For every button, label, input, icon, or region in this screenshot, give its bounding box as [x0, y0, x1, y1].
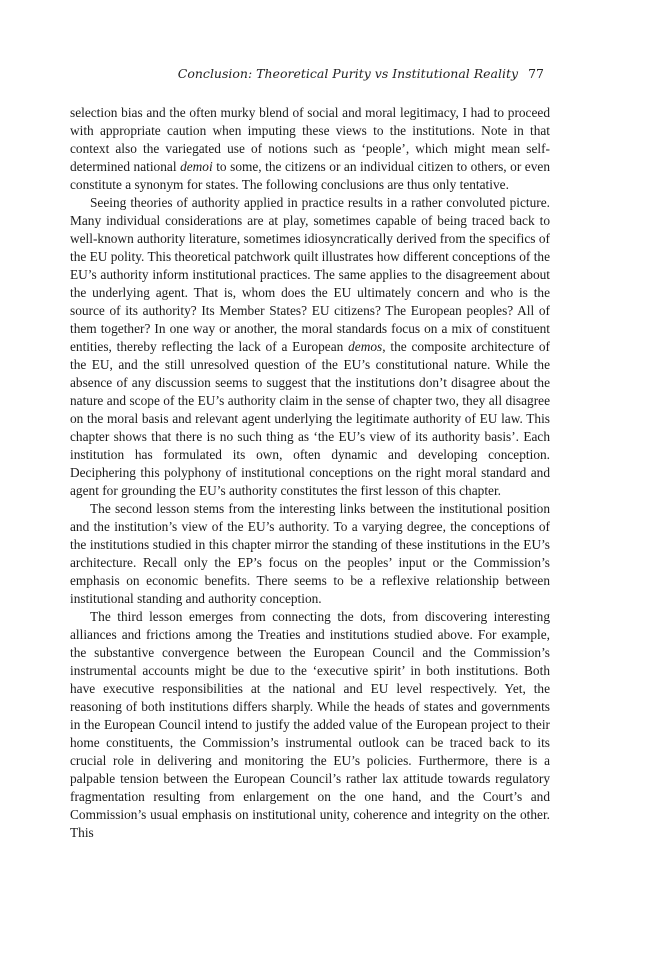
text-segment: to some, the citizens or an individual citizen to others, or even constitute a synonym for states. The following conclusions are thus only tentative.	[70, 159, 550, 192]
paragraph-3	[70, 500, 550, 608]
text-segment: Seeing theories of authority applied in practice results in a rather convoluted picture. Many individual considerations are at play, sometimes capable of being traced back to well-known authority literature, sometimes idiosyncratically derived from the specifics of the EU polity. This theoretical patchwork quilt illustrates how different conceptions of the EU’s authority inform institutional practices. The same applies to the disagreement about the underlying agent. That is, whom does the EU ultimately concern and who is the source of its authority? Its Member States? EU citizens? The European peoples? All of them together? In one way or another, the moral standards focus on a mix of constituent entities, thereby reflecting the lack of a European	[70, 195, 551, 354]
paragraph-4	[70, 608, 550, 842]
text-segment: , the composite architecture of the EU, and the still unresolved question of the EU’s constitutional nature. While the absence of any discussion seems to suggest that the institutions don’t disagree about the nature and scope of the EU’s authority claim in the sense of chapter two, they all disagree on the moral basis and relevant agent underlying the legitimate authority of EU law. This chapter shows that there is no such thing as ‘the EU’s view of its authority basis’. Each institution has formulated its own, often dynamic and developing conception. Deciphering this polyphony of institutional conceptions on the right moral standard and agent for grounding the EU’s authority constitutes the first lesson of this chapter.	[70, 339, 550, 498]
running-head	[60, 66, 544, 81]
italic-term: demoi	[180, 159, 213, 174]
text-segment: The third lesson emerges from connecting the dots, from discovering interesting alliances and frictions among the Treaties and institutions studied above. For example, the substantive convergence between the European Council and the Commission’s instrumental accounts might be due to the ‘executive spirit’ in both institutions. Both have executive responsibilities at the national and EU level respectively. Yet, the reasoning of both institutions differs sharply. While the heads of states and governments in the European Council intend to justify the added value of the European project to their home constituents, the Commission’s instrumental outlook can be traced back to its crucial role in delivering and monitoring the EU’s policies. Furthermore, there is a palpable tension between the European Council’s rather lax attitude towards regulatory fragmentation resulting from enlargement on the one hand, and the Court’s and Commission’s usual emphasis on institutional unity, coherence and integrity on the other. This	[70, 609, 550, 840]
paragraph-1	[70, 104, 550, 194]
text-segment: The second lesson stems from the interesting links between the institutional position and the institution’s view of the EU’s authority. To a varying degree, the conceptions of the institutions studied in this chapter mirror the standing of these institutions in the EU’s architecture. Recall only the EP’s focus on the peoples’ input or the Commission’s emphasis on economic benefits. There seems to be a reflexive relationship between institutional standing and authority conception.	[70, 501, 550, 606]
chapter-title: Conclusion: Theoretical Purity vs Institutional Reality	[177, 66, 519, 81]
text-segment: selection bias and the often murky blend of social and moral legitimacy, I had to proceed with appropriate caution when imputing these views to the institutions. Note in that context also the variegated use of notions such as ‘people’, which might mean self-determined national	[70, 105, 550, 174]
body-text	[70, 104, 550, 842]
italic-term: demos	[348, 339, 383, 354]
page-number: 77	[528, 66, 544, 81]
paragraph-2	[70, 194, 550, 500]
